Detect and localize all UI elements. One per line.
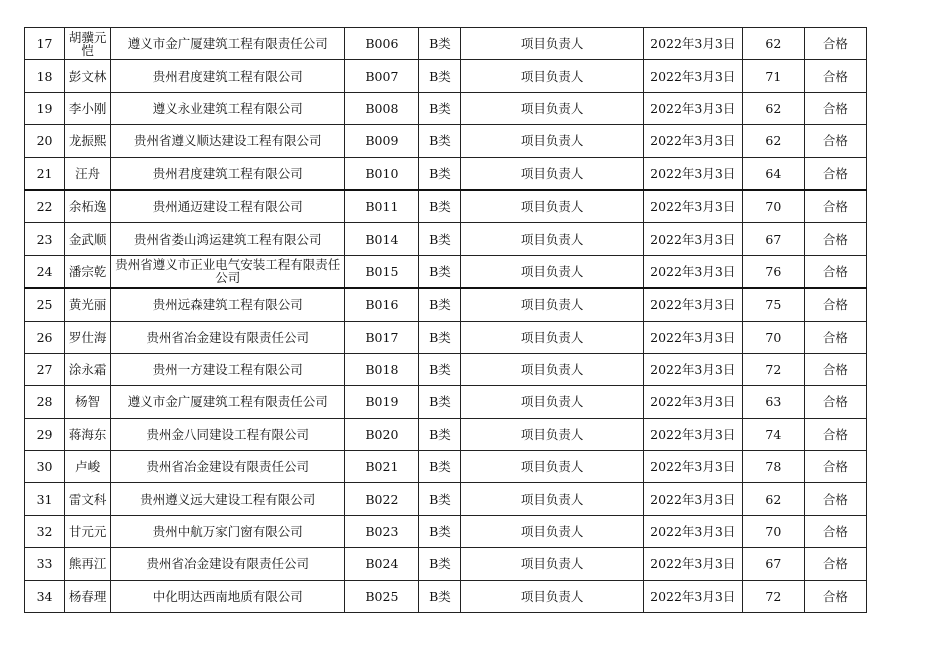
row-number-cell: 34 <box>25 580 65 612</box>
role-cell: 项目负责人 <box>461 190 643 223</box>
company-name-cell: 贵州省娄山鸿运建筑工程有限公司 <box>111 223 345 255</box>
person-name-cell: 余柘逸 <box>65 190 111 223</box>
cert-code-cell: B020 <box>345 418 419 450</box>
result-cell: 合格 <box>804 190 866 223</box>
category-cell: B类 <box>419 223 461 255</box>
role-cell: 项目负责人 <box>461 321 643 353</box>
row-number-cell: 28 <box>25 386 65 418</box>
person-name-cell: 龙振熙 <box>65 125 111 157</box>
table-row <box>25 580 867 612</box>
cert-code-cell: B021 <box>345 451 419 483</box>
row-number-cell: 19 <box>25 92 65 124</box>
row-number-cell: 27 <box>25 353 65 385</box>
exam-date-cell: 2022年3月3日 <box>643 451 742 483</box>
exam-date-cell: 2022年3月3日 <box>643 92 742 124</box>
exam-date-cell: 2022年3月3日 <box>643 386 742 418</box>
table-row <box>25 548 867 580</box>
row-number-cell: 30 <box>25 451 65 483</box>
result-cell: 合格 <box>804 92 866 124</box>
company-name-cell: 贵州金八同建设工程有限公司 <box>111 418 345 450</box>
row-number-cell: 32 <box>25 515 65 547</box>
score-cell: 71 <box>742 60 804 92</box>
role-cell: 项目负责人 <box>461 125 643 157</box>
table-row <box>25 255 867 288</box>
company-name-cell: 贵州通迈建设工程有限公司 <box>111 190 345 223</box>
category-cell: B类 <box>419 483 461 515</box>
cert-code-cell: B016 <box>345 288 419 321</box>
row-number-cell: 23 <box>25 223 65 255</box>
score-cell: 67 <box>742 548 804 580</box>
role-cell: 项目负责人 <box>461 515 643 547</box>
role-cell: 项目负责人 <box>461 223 643 255</box>
cert-code-cell: B019 <box>345 386 419 418</box>
role-cell: 项目负责人 <box>461 157 643 190</box>
category-cell: B类 <box>419 548 461 580</box>
role-cell: 项目负责人 <box>461 28 643 60</box>
person-name-cell: 涂永霜 <box>65 353 111 385</box>
row-number-cell: 31 <box>25 483 65 515</box>
cert-code-cell: B008 <box>345 92 419 124</box>
role-cell: 项目负责人 <box>461 60 643 92</box>
result-cell: 合格 <box>804 157 866 190</box>
category-cell: B类 <box>419 157 461 190</box>
person-name-cell: 潘宗乾 <box>65 255 111 288</box>
exam-date-cell: 2022年3月3日 <box>643 125 742 157</box>
score-cell: 76 <box>742 255 804 288</box>
table-row <box>25 288 867 321</box>
score-cell: 70 <box>742 515 804 547</box>
company-name-cell: 贵州君度建筑工程有限公司 <box>111 157 345 190</box>
table-row <box>25 386 867 418</box>
result-cell: 合格 <box>804 28 866 60</box>
table-row <box>25 190 867 223</box>
person-name-cell: 胡骥元恺 <box>65 28 111 60</box>
category-cell: B类 <box>419 288 461 321</box>
row-number-cell: 25 <box>25 288 65 321</box>
result-cell: 合格 <box>804 288 866 321</box>
row-number-cell: 26 <box>25 321 65 353</box>
result-cell: 合格 <box>804 386 866 418</box>
exam-date-cell: 2022年3月3日 <box>643 321 742 353</box>
cert-code-cell: B014 <box>345 223 419 255</box>
score-cell: 75 <box>742 288 804 321</box>
cert-code-cell: B009 <box>345 125 419 157</box>
category-cell: B类 <box>419 92 461 124</box>
role-cell: 项目负责人 <box>461 580 643 612</box>
category-cell: B类 <box>419 255 461 288</box>
cert-code-cell: B023 <box>345 515 419 547</box>
person-name-cell: 李小刚 <box>65 92 111 124</box>
cert-code-cell: B007 <box>345 60 419 92</box>
category-cell: B类 <box>419 190 461 223</box>
table-row <box>25 28 867 60</box>
role-cell: 项目负责人 <box>461 255 643 288</box>
role-cell: 项目负责人 <box>461 548 643 580</box>
row-number-cell: 20 <box>25 125 65 157</box>
company-name-cell: 贵州遵义远大建设工程有限公司 <box>111 483 345 515</box>
person-name-cell: 杨春理 <box>65 580 111 612</box>
person-name-cell: 熊再江 <box>65 548 111 580</box>
table-row <box>25 353 867 385</box>
exam-date-cell: 2022年3月3日 <box>643 515 742 547</box>
company-name-cell: 遵义永业建筑工程有限公司 <box>111 92 345 124</box>
table-row <box>25 92 867 124</box>
cert-code-cell: B010 <box>345 157 419 190</box>
role-cell: 项目负责人 <box>461 386 643 418</box>
score-cell: 62 <box>742 125 804 157</box>
role-cell: 项目负责人 <box>461 353 643 385</box>
score-cell: 64 <box>742 157 804 190</box>
score-cell: 72 <box>742 580 804 612</box>
person-name-cell: 黄光丽 <box>65 288 111 321</box>
cert-code-cell: B018 <box>345 353 419 385</box>
company-name-cell: 贵州省冶金建设有限责任公司 <box>111 451 345 483</box>
score-cell: 62 <box>742 483 804 515</box>
company-name-cell: 贵州远森建筑工程有限公司 <box>111 288 345 321</box>
row-number-cell: 18 <box>25 60 65 92</box>
table-row <box>25 483 867 515</box>
table-row <box>25 125 867 157</box>
score-cell: 63 <box>742 386 804 418</box>
company-name-cell: 贵州省遵义市正业电气安装工程有限责任公司 <box>111 255 345 288</box>
category-cell: B类 <box>419 580 461 612</box>
role-cell: 项目负责人 <box>461 451 643 483</box>
category-cell: B类 <box>419 353 461 385</box>
category-cell: B类 <box>419 125 461 157</box>
row-number-cell: 29 <box>25 418 65 450</box>
result-cell: 合格 <box>804 353 866 385</box>
category-cell: B类 <box>419 321 461 353</box>
category-cell: B类 <box>419 386 461 418</box>
table-row <box>25 418 867 450</box>
person-name-cell: 蒋海东 <box>65 418 111 450</box>
exam-date-cell: 2022年3月3日 <box>643 548 742 580</box>
person-name-cell: 雷文科 <box>65 483 111 515</box>
score-cell: 67 <box>742 223 804 255</box>
result-cell: 合格 <box>804 548 866 580</box>
role-cell: 项目负责人 <box>461 288 643 321</box>
exam-date-cell: 2022年3月3日 <box>643 418 742 450</box>
exam-date-cell: 2022年3月3日 <box>643 255 742 288</box>
row-number-cell: 33 <box>25 548 65 580</box>
score-cell: 78 <box>742 451 804 483</box>
exam-date-cell: 2022年3月3日 <box>643 223 742 255</box>
exam-date-cell: 2022年3月3日 <box>643 353 742 385</box>
category-cell: B类 <box>419 60 461 92</box>
person-name-cell: 彭文林 <box>65 60 111 92</box>
cert-code-cell: B025 <box>345 580 419 612</box>
score-cell: 62 <box>742 92 804 124</box>
role-cell: 项目负责人 <box>461 92 643 124</box>
results-table <box>24 27 867 613</box>
company-name-cell: 贵州君度建筑工程有限公司 <box>111 60 345 92</box>
result-cell: 合格 <box>804 515 866 547</box>
role-cell: 项目负责人 <box>461 483 643 515</box>
exam-date-cell: 2022年3月3日 <box>643 60 742 92</box>
score-cell: 74 <box>742 418 804 450</box>
score-cell: 72 <box>742 353 804 385</box>
result-cell: 合格 <box>804 418 866 450</box>
company-name-cell: 贵州一方建设工程有限公司 <box>111 353 345 385</box>
person-name-cell: 汪舟 <box>65 157 111 190</box>
exam-date-cell: 2022年3月3日 <box>643 483 742 515</box>
role-cell: 项目负责人 <box>461 418 643 450</box>
cert-code-cell: B017 <box>345 321 419 353</box>
category-cell: B类 <box>419 28 461 60</box>
result-cell: 合格 <box>804 125 866 157</box>
category-cell: B类 <box>419 515 461 547</box>
result-cell: 合格 <box>804 223 866 255</box>
table-row <box>25 515 867 547</box>
company-name-cell: 贵州中航万家门窗有限公司 <box>111 515 345 547</box>
score-cell: 70 <box>742 321 804 353</box>
person-name-cell: 金武顺 <box>65 223 111 255</box>
person-name-cell: 甘元元 <box>65 515 111 547</box>
cert-code-cell: B015 <box>345 255 419 288</box>
row-number-cell: 24 <box>25 255 65 288</box>
person-name-cell: 罗仕海 <box>65 321 111 353</box>
exam-date-cell: 2022年3月3日 <box>643 28 742 60</box>
table-row <box>25 157 867 190</box>
company-name-cell: 贵州省遵义顺达建设工程有限公司 <box>111 125 345 157</box>
result-cell: 合格 <box>804 580 866 612</box>
cert-code-cell: B006 <box>345 28 419 60</box>
table-body <box>25 28 867 613</box>
category-cell: B类 <box>419 451 461 483</box>
cert-code-cell: B024 <box>345 548 419 580</box>
exam-date-cell: 2022年3月3日 <box>643 580 742 612</box>
table-row <box>25 321 867 353</box>
company-name-cell: 贵州省冶金建设有限责任公司 <box>111 548 345 580</box>
result-cell: 合格 <box>804 451 866 483</box>
exam-date-cell: 2022年3月3日 <box>643 190 742 223</box>
company-name-cell: 遵义市金广厦建筑工程有限责任公司 <box>111 386 345 418</box>
result-cell: 合格 <box>804 255 866 288</box>
table-row <box>25 60 867 92</box>
row-number-cell: 21 <box>25 157 65 190</box>
result-cell: 合格 <box>804 321 866 353</box>
company-name-cell: 中化明达西南地质有限公司 <box>111 580 345 612</box>
cert-code-cell: B022 <box>345 483 419 515</box>
company-name-cell: 遵义市金广厦建筑工程有限责任公司 <box>111 28 345 60</box>
exam-date-cell: 2022年3月3日 <box>643 157 742 190</box>
row-number-cell: 22 <box>25 190 65 223</box>
score-cell: 62 <box>742 28 804 60</box>
row-number-cell: 17 <box>25 28 65 60</box>
exam-date-cell: 2022年3月3日 <box>643 288 742 321</box>
person-name-cell: 卢峻 <box>65 451 111 483</box>
company-name-cell: 贵州省冶金建设有限责任公司 <box>111 321 345 353</box>
person-name-cell: 杨智 <box>65 386 111 418</box>
cert-code-cell: B011 <box>345 190 419 223</box>
category-cell: B类 <box>419 418 461 450</box>
table-row <box>25 223 867 255</box>
table-row <box>25 451 867 483</box>
score-cell: 70 <box>742 190 804 223</box>
result-cell: 合格 <box>804 483 866 515</box>
result-cell: 合格 <box>804 60 866 92</box>
